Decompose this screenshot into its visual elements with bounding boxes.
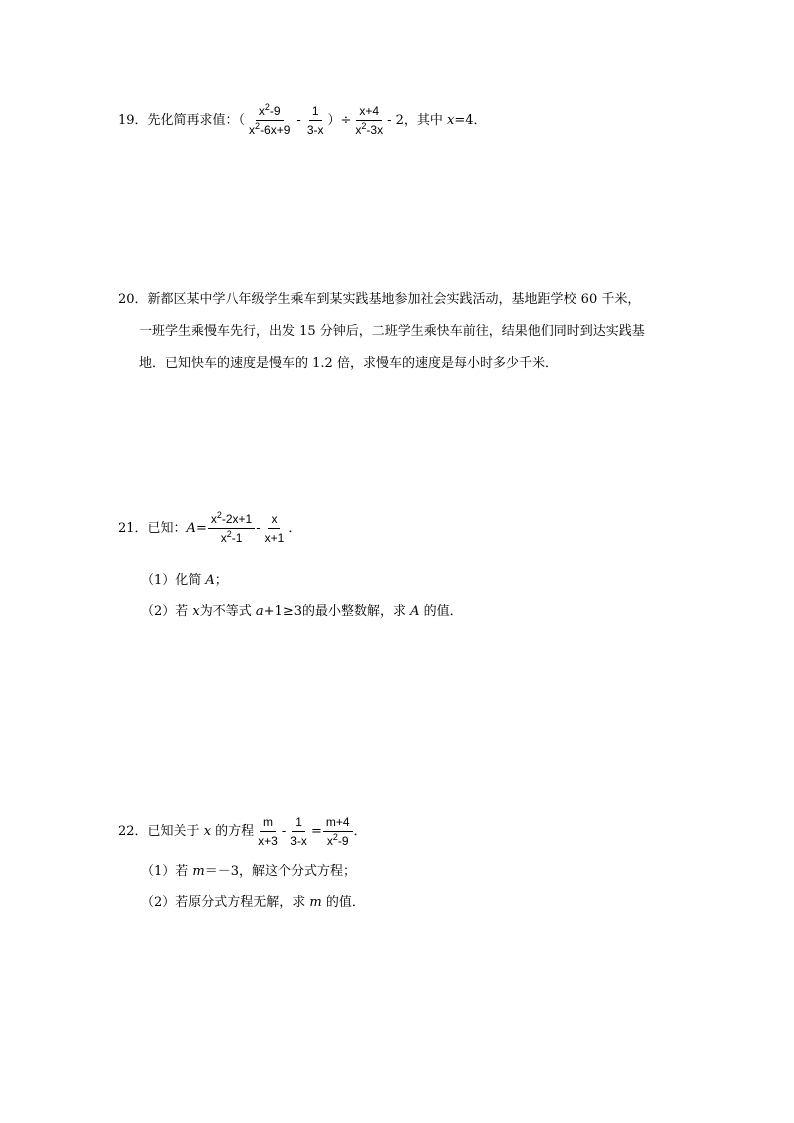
q20-line-2: 一班学生乘慢车先行，出发 15 分钟后，二班学生乘快车前往，结果他们同时到达实践基 [139, 324, 645, 339]
q22-part-1: （1）若 m＝－3，解这个分式方程； [141, 864, 357, 879]
q20-line-1: 20．新都区某中学八年级学生乘车到某实践基地参加社会实践活动，基地距学校 60 千米， [118, 292, 641, 307]
q22-fraction-1: $\frac{m}{x+3}$ [258, 815, 278, 848]
q22-part-2: （2）若原分式方程无解，求 m 的值． [141, 895, 365, 910]
q21-minus: - [256, 521, 261, 536]
q20-line-3: 地．已知快车的速度是慢车的 1.2 倍，求慢车的速度是每小时多少千米． [139, 356, 558, 371]
q22-var-x: x [203, 824, 212, 839]
q21-var-A: A [186, 521, 196, 536]
q19-fraction-1: $\frac{x^2-9}{x^2-6x+9}$ [249, 102, 291, 137]
q21-part-2: （2）若 x为不等式 a+1≥3的最小整数解，求 A 的值． [141, 604, 463, 619]
q21-part-1: （1）化简 A； [141, 573, 228, 588]
question-22: 22．已知关于 x 的方程 $\frac{m}{x+3}$ - $\frac{1}{3-x}$ = $\frac{m+4}{x^2-9}$ ． [118, 815, 367, 848]
q19-var-x: x [447, 113, 455, 128]
q19-tail: - 2，其中 [387, 113, 448, 128]
q21-fraction-1: $\frac{x^2-2x+1}{x^2-1}$ [208, 512, 255, 545]
q21-label: 21．已知： [118, 521, 187, 536]
question-21: 21．已知：A= $\frac{x^2-2x+1}{x^2-1}$ - $\frac{x}{x+1}$ ． [118, 510, 302, 545]
q19-tail2: =4． [454, 113, 487, 128]
question-19 [118, 104, 487, 137]
q21-fraction-2: $\frac{x}{x+1}$ [264, 512, 285, 545]
q19-minus: - [296, 113, 301, 128]
q19-fraction-3: $\frac{x+4}{x^2-3x}$ [355, 104, 384, 137]
q22-fraction-3: $\frac{m+4}{x^2-9}$ [323, 815, 353, 848]
q22-fraction-2: $\frac{1}{3-x}$ [290, 815, 307, 848]
q19-close-divide: ）÷ [327, 113, 352, 128]
q19-fraction-2: $\frac{1}{3-x}$ [306, 104, 324, 137]
q19-label: 19．先化简再求值：（ [118, 113, 246, 128]
